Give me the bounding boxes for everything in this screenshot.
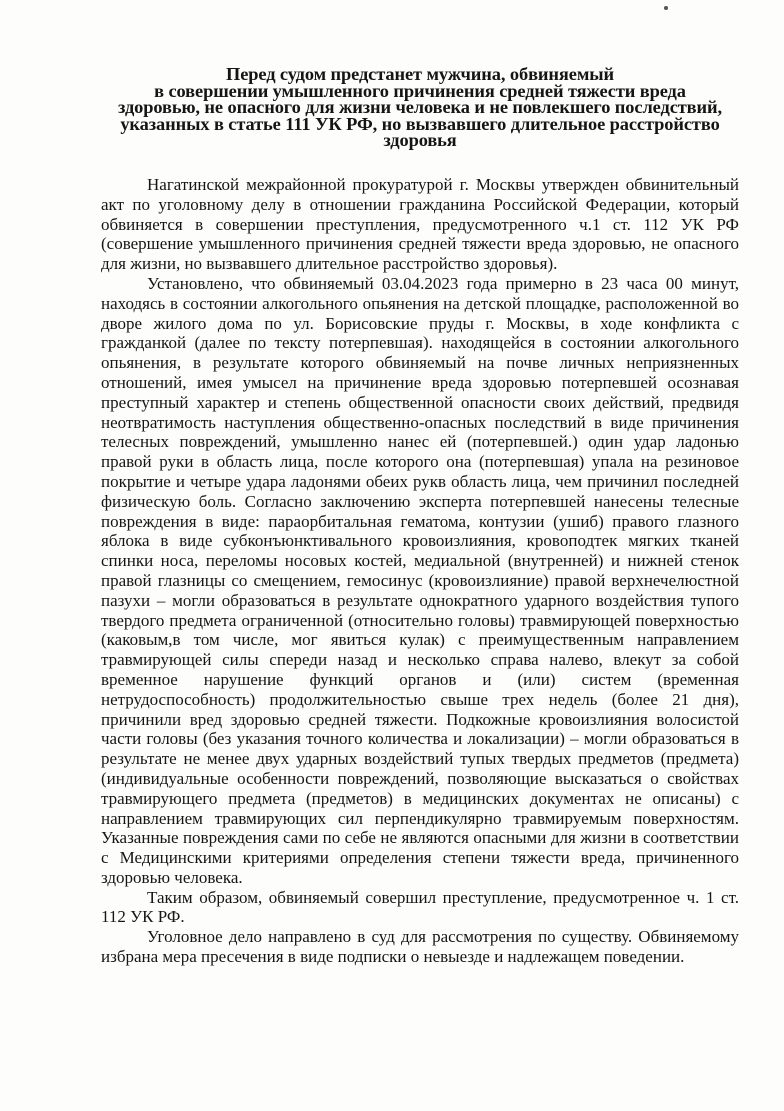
- title-line: указанных в статье 111 УК РФ, но вызвавшего длительное расстройство: [120, 113, 720, 134]
- paragraph-case-sent-to-court: Уголовное дело направлено в суд для рассмотрения по существу. Обвиняемому избрана мера пресечения в виде подписки о невыезде и надлежащем поведении.: [101, 927, 739, 967]
- paragraph-indictment-approved: Нагатинской межрайонной прокуратурой г. Москвы утвержден обвинительный акт по уголовному делу в отношении гражданина Российской Федерации, который обвиняется в совершении преступления, предусмотренного ч.1 ст. 112 УК РФ (совершение умышленного причинения средней тяжести вреда здоровью, не опасного для жизни, но вызвавшего длительное расстройство здоровья).: [101, 175, 739, 274]
- document-title: [110, 66, 730, 149]
- paragraph-conclusion: Таким образом, обвиняемый совершил преступление, предусмотренное ч. 1 ст. 112 УК РФ.: [101, 887, 739, 927]
- title-line: Перед судом предстанет мужчина, обвиняемый: [225, 64, 615, 84]
- title-line: здоровья: [383, 130, 457, 151]
- title-line: здоровью, не опасного для жизни человека и не повлекшего последствий,: [117, 97, 723, 118]
- title-line: в совершении умышленного причинения средней тяжести вреда: [154, 80, 686, 101]
- paragraph-circumstances: Установлено, что обвиняемый 03.04.2023 года примерно в 23 часа 00 минут, находясь в состоянии алкогольного опьянения на детской площадке, расположенной во дворе жилого дома по ул. Борисовские пруды г. Москвы, в ходе конфликта с гражданкой (далее по тексту потерпевшая). находящейся в состоянии алкогольного опьянения, в результате которого обвиняемый на почве личных неприязненных отношений, имея умысел на причинение вреда здоровью потерпевшей осознавая преступный характер и степень общественной опасности своих действий, предвидя неотвратимость наступления общественно-опасных последствий в виде причинения телесных повреждений, умышленно нанес ей (потерпевшей.) один удар ладонью правой руки в область лица, после которого она (потерпевшая) упала на резиновое покрытие и четыре удара ладонями обеих рукв область лица, чем причинил последней физическую боль. Согласно заключению эксперта потерпевшей нанесены телесные повреждения в виде: параорбитальная гематома, контузии (ушиб) правого глазного яблока в виде субконъюнктивального кровоизлияния, кровоподтек мягких тканей спинки носа, переломы носовых костей, медиальной (внутренней) и нижней стенок правой глазницы со смещением, гемосинус (кровоизлияние) правой верхнечелюстной пазухи – могли образоваться в результате однократного ударного воздействия тупого твердого предмета ограниченной (относительно головы) травмирующей поверхностью (каковым,в том числе, мог явиться кулак) с преимущественным направлением травмирующей силы спереди назад и несколько справа налево, влекут за собой временное нарушение функций органов и (или) систем (временная нетрудоспособность) продолжительностью свыше трех недель (более 21 дня), причинили вред здоровью средней тяжести. Подкожные кровоизлияния волосистой части головы (без указания точного количества и локализации) – могли образоваться в результате не менее двух ударных воздействий тупых твердых предметов (предмета) (индивидуальные особенности повреждений, позволяющие высказаться о свойствах травмирующего предмета (предметов) в медицинских документах не описаны) с направлением травмирующих сил перпендикулярно травмируемым поверхностям. Указанные повреждения сами по себе не являются опасными для жизни в соответствии с Медицинскими критериями определения степени тяжести вреда, причиненного здоровью человека.: [101, 273, 739, 887]
- scan-dot-mark: [664, 6, 668, 10]
- document-body: [101, 175, 739, 967]
